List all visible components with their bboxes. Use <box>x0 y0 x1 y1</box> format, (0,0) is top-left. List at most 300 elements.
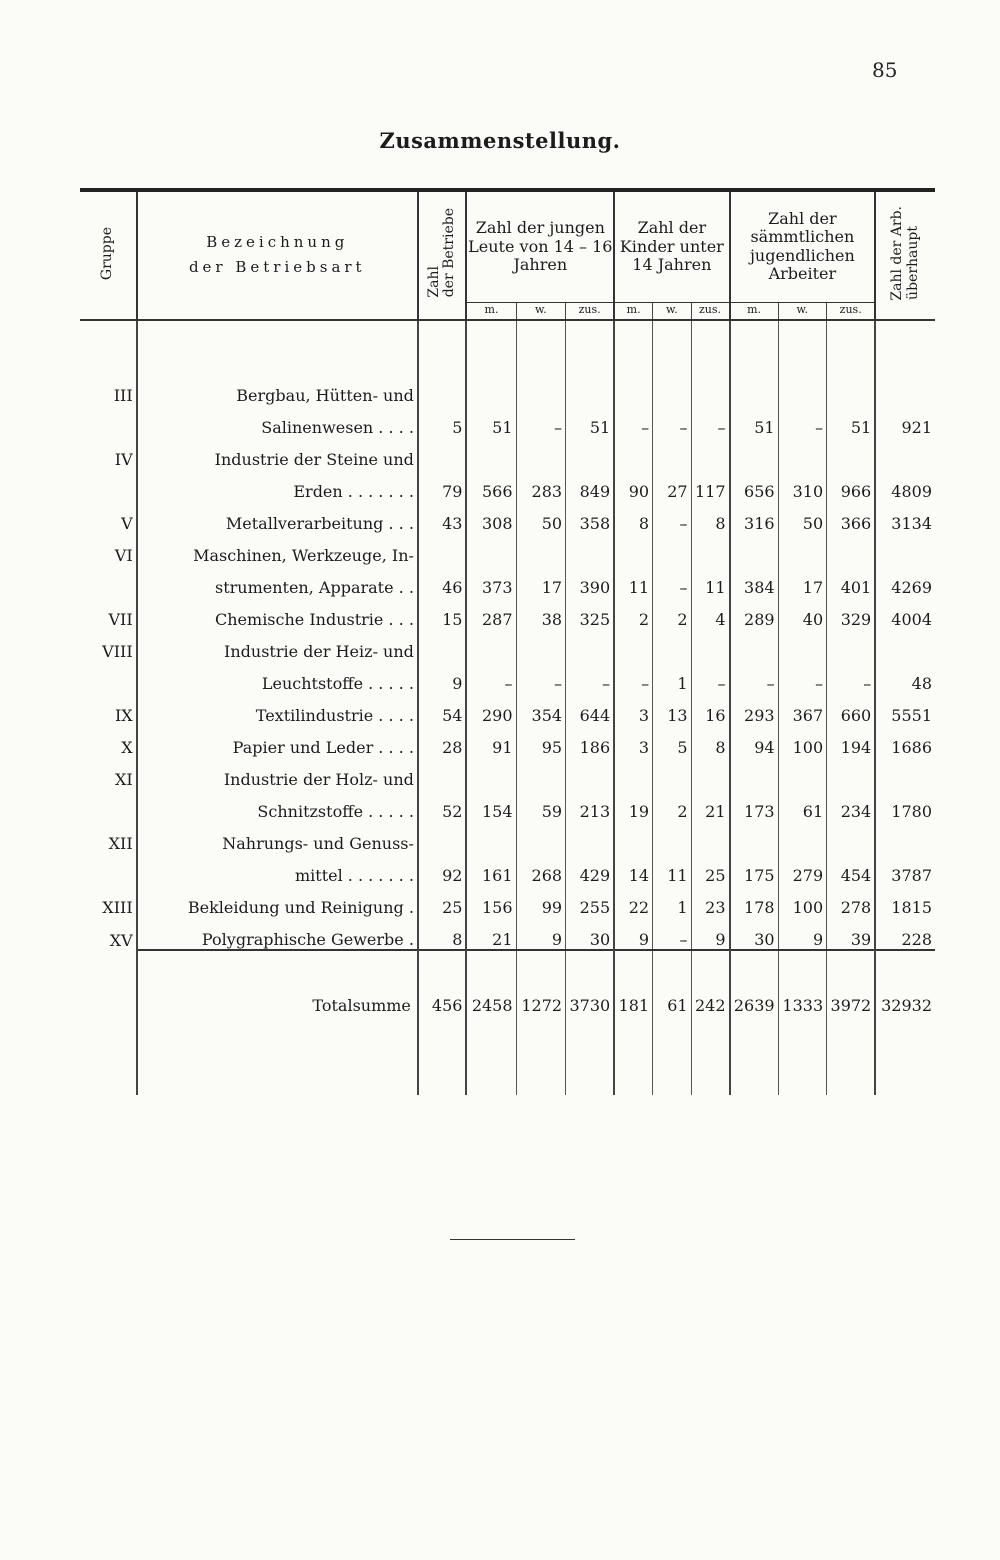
cell-km: 2 <box>614 597 652 629</box>
cell-sz: 39 <box>827 917 876 950</box>
row-name: Chemische Industrie . . . <box>137 597 418 629</box>
empty-cell <box>730 1015 779 1095</box>
empty-cell <box>418 757 467 789</box>
row-name: Bekleidung und Reinigung . <box>137 885 418 917</box>
cell-km: 19 <box>614 789 652 821</box>
cell-sw: 279 <box>778 853 827 885</box>
table-body <box>80 320 935 1095</box>
empty-cell <box>566 320 615 405</box>
empty-cell <box>875 533 935 565</box>
empty-cell <box>614 821 652 853</box>
empty-cell <box>566 437 615 469</box>
row-name: Industrie der Heiz- und <box>137 629 418 661</box>
cell-kw: 2 <box>653 789 691 821</box>
cell-betriebe: 92 <box>418 853 467 885</box>
cell-betriebe: 46 <box>418 565 467 597</box>
header-arbeiter: Zahl der Arb.überhaupt <box>875 190 935 320</box>
cell-kw: – <box>653 501 691 533</box>
table-row <box>80 501 935 533</box>
empty-cell <box>778 629 827 661</box>
empty-cell <box>778 1015 827 1095</box>
cell-arb: 5551 <box>875 693 935 725</box>
cell-sw: – <box>778 661 827 693</box>
summary-table-container <box>80 188 935 1095</box>
empty-cell <box>516 320 566 405</box>
cell-kz: 11 <box>691 565 729 597</box>
empty-cell <box>80 789 137 821</box>
subheader-m: m. <box>466 302 516 320</box>
empty-cell <box>80 853 137 885</box>
cell-kw: – <box>653 405 691 437</box>
cell-km: 90 <box>614 469 652 501</box>
row-name: Bergbau, Hütten- und <box>137 320 418 405</box>
total-jm: 2458 <box>466 950 516 1015</box>
table-row <box>80 533 935 565</box>
empty-cell <box>730 821 779 853</box>
cell-kz: 8 <box>691 501 729 533</box>
empty-cell <box>418 437 467 469</box>
page-title: Zusammenstellung. <box>379 128 621 153</box>
cell-km: 3 <box>614 693 652 725</box>
header-betriebe: Zahlder Betriebe <box>418 190 467 320</box>
cell-jz: 429 <box>566 853 615 885</box>
cell-sm: – <box>730 661 779 693</box>
total-arb: 32932 <box>875 950 935 1015</box>
header-bezeichnung: Bezeichnung der Betriebsart <box>137 190 418 320</box>
row-name: Industrie der Holz- und <box>137 757 418 789</box>
cell-kz: 25 <box>691 853 729 885</box>
cell-betriebe: 25 <box>418 885 467 917</box>
empty-cell <box>827 821 876 853</box>
total-betriebe: 456 <box>418 950 467 1015</box>
empty-cell <box>80 661 137 693</box>
spacer-row <box>80 1015 935 1095</box>
row-name-cont: strumenten, Apparate . . <box>137 565 418 597</box>
cell-sz: 401 <box>827 565 876 597</box>
cell-jw: – <box>516 661 566 693</box>
empty-cell <box>827 629 876 661</box>
cell-jz: 358 <box>566 501 615 533</box>
empty-cell <box>691 320 729 405</box>
empty-cell <box>516 629 566 661</box>
cell-jw: 59 <box>516 789 566 821</box>
group-number: XII <box>108 833 133 853</box>
empty-cell <box>80 565 137 597</box>
cell-sw: 50 <box>778 501 827 533</box>
cell-sm: 656 <box>730 469 779 501</box>
row-name: Maschinen, Werkzeuge, In- <box>137 533 418 565</box>
empty-cell <box>516 1015 566 1095</box>
cell-sw: 40 <box>778 597 827 629</box>
cell-sz: 660 <box>827 693 876 725</box>
empty-cell <box>566 821 615 853</box>
cell-arb: 921 <box>875 405 935 437</box>
cell-km: 3 <box>614 725 652 757</box>
cell-jw: 95 <box>516 725 566 757</box>
cell-jz: 213 <box>566 789 615 821</box>
cell-betriebe: 79 <box>418 469 467 501</box>
cell-jm: 154 <box>466 789 516 821</box>
cell-betriebe: 8 <box>418 917 467 950</box>
total-km: 181 <box>614 950 652 1015</box>
cell-sz: 194 <box>827 725 876 757</box>
cell-jz: 186 <box>566 725 615 757</box>
cell-jm: 51 <box>466 405 516 437</box>
cell-kz: 16 <box>691 693 729 725</box>
cell-jm: – <box>466 661 516 693</box>
cell-sz: 966 <box>827 469 876 501</box>
cell-sw: 100 <box>778 885 827 917</box>
cell-jz: 390 <box>566 565 615 597</box>
cell-jz: – <box>566 661 615 693</box>
cell-kw: 11 <box>653 853 691 885</box>
cell-betriebe: 9 <box>418 661 467 693</box>
cell-kz: 9 <box>691 917 729 950</box>
header-jungen: Zahl der jungen Leute von 14 – 16 Jahren <box>466 190 614 302</box>
empty-cell <box>80 950 137 1015</box>
cell-sm: 289 <box>730 597 779 629</box>
cell-kz: – <box>691 661 729 693</box>
empty-cell <box>614 1015 652 1095</box>
cell-kz: – <box>691 405 729 437</box>
row-name: Papier und Leder . . . . <box>137 725 418 757</box>
cell-jz: 30 <box>566 917 615 950</box>
group-number: III <box>80 320 137 405</box>
cell-jz: 849 <box>566 469 615 501</box>
cell-arb: 228 <box>875 917 935 950</box>
cell-jm: 373 <box>466 565 516 597</box>
empty-cell <box>827 1015 876 1095</box>
group-number: IX <box>114 705 133 725</box>
empty-cell <box>566 757 615 789</box>
empty-cell <box>516 821 566 853</box>
empty-cell <box>653 320 691 405</box>
group-number: XIII <box>102 897 133 917</box>
empty-cell <box>778 320 827 405</box>
cell-km: – <box>614 405 652 437</box>
cell-sw: 61 <box>778 789 827 821</box>
cell-kz: 4 <box>691 597 729 629</box>
empty-cell <box>418 320 467 405</box>
cell-kw: 2 <box>653 597 691 629</box>
table-row <box>80 821 935 853</box>
empty-cell <box>466 533 516 565</box>
cell-jw: 354 <box>516 693 566 725</box>
row-name-cont: Schnitzstoffe . . . . . <box>137 789 418 821</box>
row-name: Textilindustrie . . . . <box>137 693 418 725</box>
empty-cell <box>566 1015 615 1095</box>
cell-betriebe: 52 <box>418 789 467 821</box>
empty-cell <box>827 533 876 565</box>
empty-cell <box>653 533 691 565</box>
empty-cell <box>80 405 137 437</box>
cell-jz: 325 <box>566 597 615 629</box>
cell-jm: 308 <box>466 501 516 533</box>
empty-cell <box>827 757 876 789</box>
empty-cell <box>730 320 779 405</box>
total-row <box>80 950 935 1015</box>
total-label: Totalsumme <box>137 950 418 1015</box>
empty-cell <box>827 437 876 469</box>
total-kw: 61 <box>653 950 691 1015</box>
cell-jm: 156 <box>466 885 516 917</box>
cell-sw: 367 <box>778 693 827 725</box>
cell-jw: 283 <box>516 469 566 501</box>
cell-jm: 91 <box>466 725 516 757</box>
cell-arb: 4809 <box>875 469 935 501</box>
cell-jz: 255 <box>566 885 615 917</box>
table-row <box>80 405 935 437</box>
empty-cell <box>418 629 467 661</box>
row-name: Polygraphische Gewerbe . <box>137 917 418 950</box>
cell-arb: 1686 <box>875 725 935 757</box>
empty-cell <box>614 533 652 565</box>
cell-km: 8 <box>614 501 652 533</box>
empty-cell <box>730 757 779 789</box>
subheader-zus: zus. <box>827 302 876 320</box>
cell-km: 11 <box>614 565 652 597</box>
cell-jm: 287 <box>466 597 516 629</box>
row-name-cont: Erden . . . . . . . <box>137 469 418 501</box>
empty-cell <box>778 757 827 789</box>
table-row <box>80 789 935 821</box>
total-sz: 3972 <box>827 950 876 1015</box>
cell-sz: 234 <box>827 789 876 821</box>
cell-sm: 94 <box>730 725 779 757</box>
cell-sw: 100 <box>778 725 827 757</box>
group-number: XV <box>109 930 133 950</box>
cell-kz: 21 <box>691 789 729 821</box>
cell-kz: 8 <box>691 725 729 757</box>
group-number: VIII <box>102 641 133 661</box>
closing-rule <box>450 1239 575 1240</box>
table-row <box>80 757 935 789</box>
header-kinder: Zahl der Kinder unter 14 Jahren <box>614 190 729 302</box>
subheader-m: m. <box>730 302 779 320</box>
cell-sm: 30 <box>730 917 779 950</box>
cell-km: 22 <box>614 885 652 917</box>
cell-jw: 9 <box>516 917 566 950</box>
cell-arb: 4004 <box>875 597 935 629</box>
cell-sw: 17 <box>778 565 827 597</box>
cell-sz: 51 <box>827 405 876 437</box>
cell-jm: 21 <box>466 917 516 950</box>
page-number: 85 <box>872 58 898 82</box>
cell-betriebe: 28 <box>418 725 467 757</box>
empty-cell <box>466 821 516 853</box>
cell-betriebe: 15 <box>418 597 467 629</box>
row-name-cont: Salinenwesen . . . . <box>137 405 418 437</box>
cell-kz: 117 <box>691 469 729 501</box>
cell-sm: 384 <box>730 565 779 597</box>
group-number: VI <box>114 545 133 565</box>
cell-jz: 644 <box>566 693 615 725</box>
empty-cell <box>80 1015 137 1095</box>
cell-jw: 50 <box>516 501 566 533</box>
subheader-zus: zus. <box>691 302 729 320</box>
cell-betriebe: 43 <box>418 501 467 533</box>
cell-sw: 9 <box>778 917 827 950</box>
cell-betriebe: 54 <box>418 693 467 725</box>
empty-cell <box>778 533 827 565</box>
empty-cell <box>778 437 827 469</box>
cell-km: 9 <box>614 917 652 950</box>
summary-table <box>80 188 935 1095</box>
empty-cell <box>80 469 137 501</box>
empty-cell <box>875 320 935 405</box>
cell-sz: 366 <box>827 501 876 533</box>
cell-sz: 454 <box>827 853 876 885</box>
cell-arb: 1815 <box>875 885 935 917</box>
row-name: Nahrungs- und Genuss- <box>137 821 418 853</box>
cell-arb: 4269 <box>875 565 935 597</box>
empty-cell <box>653 757 691 789</box>
empty-cell <box>516 533 566 565</box>
empty-cell <box>466 757 516 789</box>
cell-kw: – <box>653 565 691 597</box>
subheader-w: w. <box>516 302 566 320</box>
cell-sz: – <box>827 661 876 693</box>
cell-sm: 51 <box>730 405 779 437</box>
empty-cell <box>566 533 615 565</box>
subheader-m: m. <box>614 302 652 320</box>
cell-kw: 1 <box>653 661 691 693</box>
empty-cell <box>778 821 827 853</box>
cell-km: – <box>614 661 652 693</box>
empty-cell <box>730 629 779 661</box>
group-number: XI <box>114 769 133 789</box>
table-row <box>80 853 935 885</box>
cell-kw: – <box>653 917 691 950</box>
cell-jw: 17 <box>516 565 566 597</box>
empty-cell <box>653 821 691 853</box>
empty-cell <box>466 437 516 469</box>
cell-arb: 1780 <box>875 789 935 821</box>
empty-cell <box>418 533 467 565</box>
empty-cell <box>614 757 652 789</box>
header-saemmtlich: Zahl der sämmtlichen jugendlichen Arbeiter <box>730 190 876 302</box>
cell-jm: 290 <box>466 693 516 725</box>
empty-cell <box>691 533 729 565</box>
cell-sm: 175 <box>730 853 779 885</box>
empty-cell <box>875 757 935 789</box>
empty-cell <box>691 629 729 661</box>
empty-cell <box>614 629 652 661</box>
cell-kw: 13 <box>653 693 691 725</box>
group-number: IV <box>114 449 133 469</box>
group-number: X <box>121 737 133 757</box>
subheader-zus: zus. <box>566 302 615 320</box>
empty-cell <box>691 1015 729 1095</box>
empty-cell <box>730 437 779 469</box>
empty-cell <box>516 757 566 789</box>
empty-cell <box>875 821 935 853</box>
empty-cell <box>875 1015 935 1095</box>
row-name-cont: mittel . . . . . . . <box>137 853 418 885</box>
cell-jw: 268 <box>516 853 566 885</box>
empty-cell <box>566 629 615 661</box>
cell-sw: – <box>778 405 827 437</box>
cell-kw: 27 <box>653 469 691 501</box>
empty-cell <box>875 629 935 661</box>
total-sm: 2639 <box>730 950 779 1015</box>
empty-cell <box>653 1015 691 1095</box>
cell-kw: 1 <box>653 885 691 917</box>
group-number: VII <box>108 609 133 629</box>
cell-sm: 316 <box>730 501 779 533</box>
cell-sm: 293 <box>730 693 779 725</box>
cell-sz: 329 <box>827 597 876 629</box>
table-row <box>80 661 935 693</box>
cell-kw: 5 <box>653 725 691 757</box>
table-row <box>80 320 935 405</box>
cell-sw: 310 <box>778 469 827 501</box>
row-name: Metallverarbeitung . . . <box>137 501 418 533</box>
total-jz: 3730 <box>566 950 615 1015</box>
empty-cell <box>691 437 729 469</box>
total-kz: 242 <box>691 950 729 1015</box>
group-number: V <box>121 513 133 533</box>
table-row <box>80 437 935 469</box>
cell-kz: 23 <box>691 885 729 917</box>
cell-arb: 48 <box>875 661 935 693</box>
cell-sm: 178 <box>730 885 779 917</box>
total-jw: 1272 <box>516 950 566 1015</box>
table-row <box>80 565 935 597</box>
table-row <box>80 885 935 917</box>
empty-cell <box>827 320 876 405</box>
cell-sz: 278 <box>827 885 876 917</box>
table-row <box>80 693 935 725</box>
cell-jw: – <box>516 405 566 437</box>
empty-cell <box>466 1015 516 1095</box>
table-row <box>80 917 935 950</box>
empty-cell <box>614 437 652 469</box>
empty-cell <box>614 320 652 405</box>
header-gruppe: Gruppe <box>80 190 137 320</box>
empty-cell <box>466 320 516 405</box>
subheader-w: w. <box>778 302 827 320</box>
row-name-cont: Leuchtstoffe . . . . . <box>137 661 418 693</box>
cell-arb: 3134 <box>875 501 935 533</box>
total-sw: 1333 <box>778 950 827 1015</box>
empty-cell <box>653 437 691 469</box>
cell-arb: 3787 <box>875 853 935 885</box>
cell-jm: 566 <box>466 469 516 501</box>
table-row <box>80 469 935 501</box>
cell-jw: 99 <box>516 885 566 917</box>
empty-cell <box>418 821 467 853</box>
cell-jz: 51 <box>566 405 615 437</box>
empty-cell <box>653 629 691 661</box>
table-row <box>80 597 935 629</box>
cell-km: 14 <box>614 853 652 885</box>
empty-cell <box>730 533 779 565</box>
empty-cell <box>466 629 516 661</box>
empty-cell <box>691 821 729 853</box>
table-row <box>80 725 935 757</box>
empty-cell <box>516 437 566 469</box>
empty-cell <box>875 437 935 469</box>
cell-jw: 38 <box>516 597 566 629</box>
row-name: Industrie der Steine und <box>137 437 418 469</box>
subheader-w: w. <box>653 302 691 320</box>
cell-sm: 173 <box>730 789 779 821</box>
empty-cell <box>137 1015 418 1095</box>
table-row <box>80 629 935 661</box>
cell-jm: 161 <box>466 853 516 885</box>
empty-cell <box>418 1015 467 1095</box>
